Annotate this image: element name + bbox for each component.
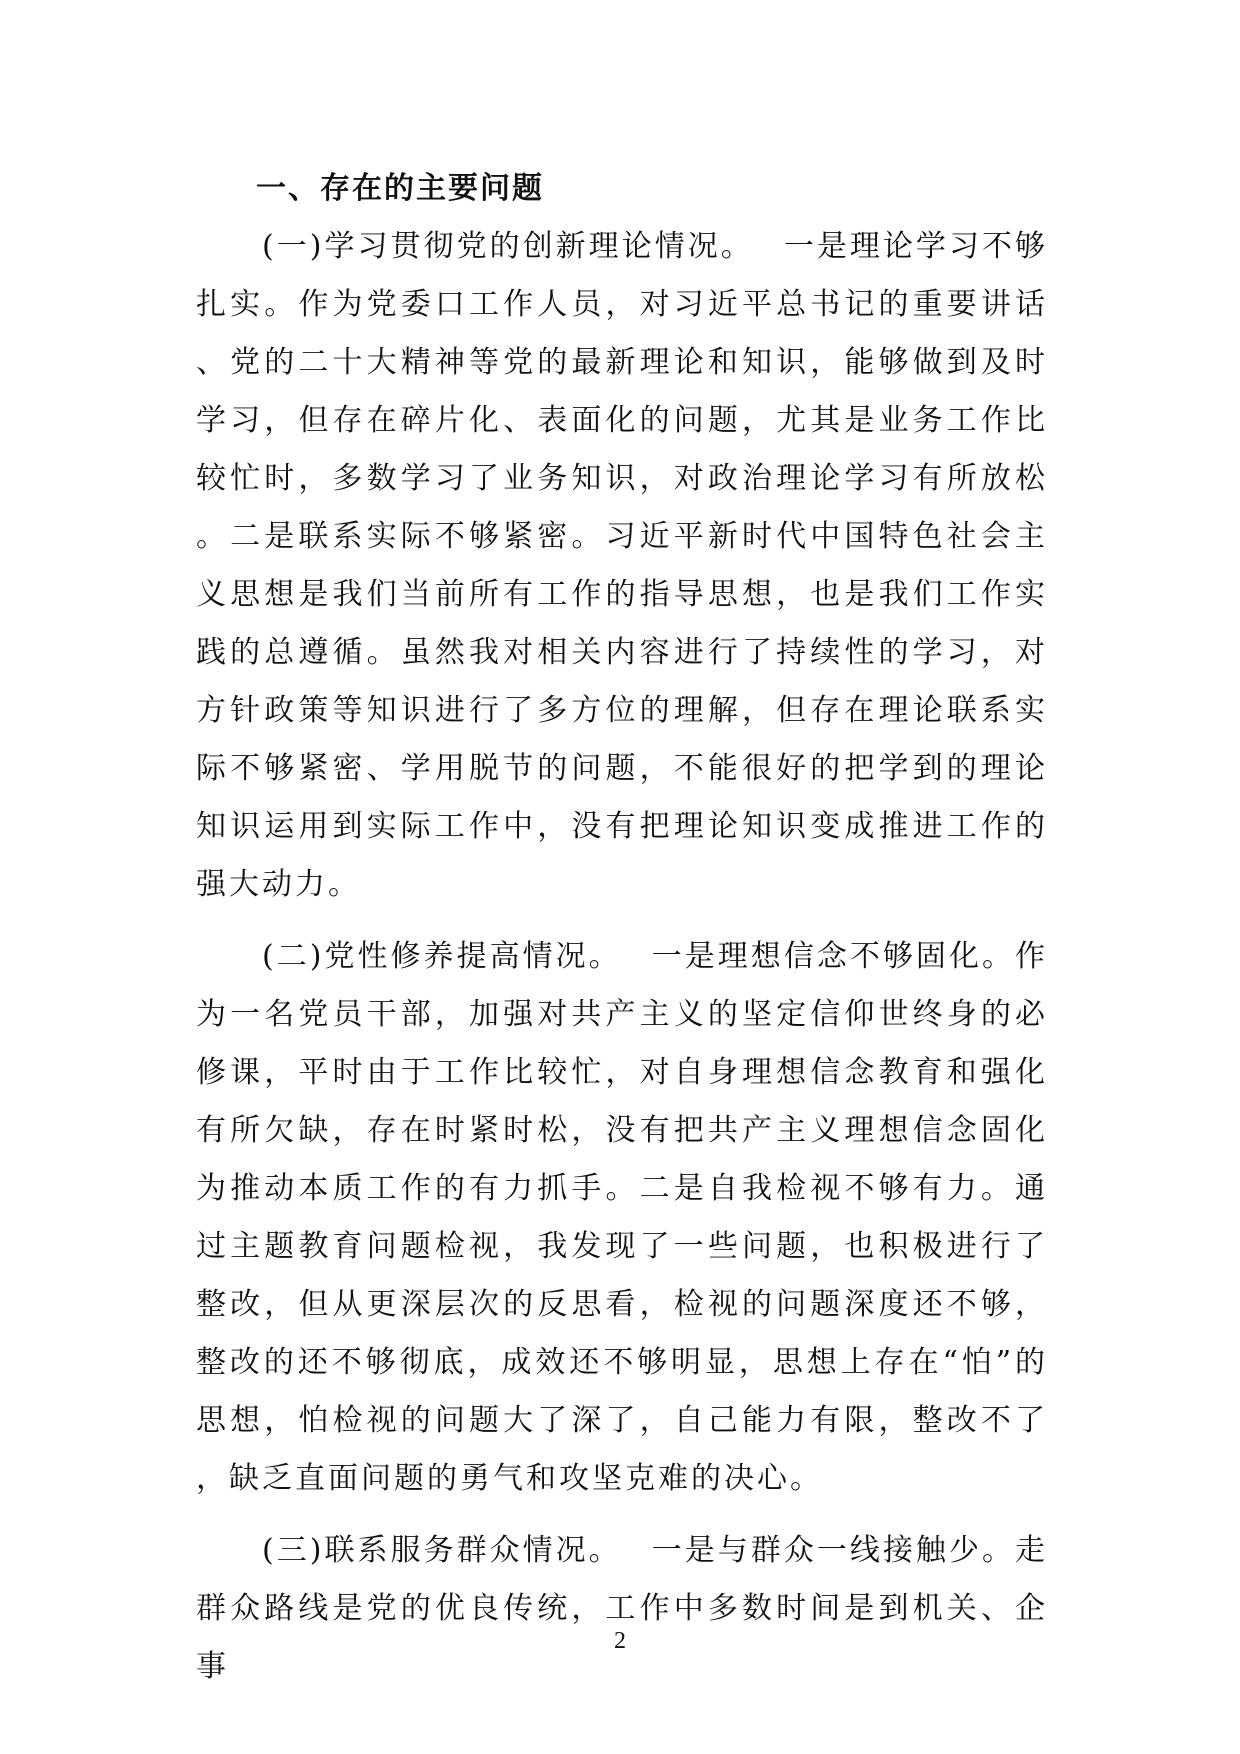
paragraph-body: 一是与群众一线接触少。走群众路线是党的优良传统，工作中多数时间是到机关、企事 (196, 1533, 1048, 1684)
paragraph-lead: (三)联系服务群众情况。 (262, 1533, 622, 1568)
paragraph-serving-masses (196, 1522, 1048, 1696)
page-number: 2 (614, 1628, 626, 1654)
paragraph-theory-study (196, 218, 1048, 914)
paragraph-body: 一是理想信念不够固化。作为一名党员干部，加强对共产主义的坚定信仰世终身的必修课，平时由于工作比较忙，对自身理想信念教育和强化有所欠缺，存在时紧时松，没有把共产主义理想信念固化为推动本质工作的有力抓手。二是自我检视不够有力。通过主题教育问题检视，我发现了一些问题，也积极进行了整改，但从更深层次的反思看，检视的问题深度还不够，整改的还不够彻底，成效还不够明显，思想上存在“怕”的思想，怕检视的问题大了深了，自己能力有限，整改不了，缺乏直面问题的勇气和攻坚克难的决心。 (196, 939, 1048, 1496)
paragraph-lead: (一)学习贯彻党的创新理论情况。 (262, 229, 754, 264)
document-body (196, 160, 1048, 1696)
paragraph-party-spirit (196, 928, 1048, 1508)
paragraph-lead: (二)党性修养提高情况。 (262, 939, 622, 974)
section-heading: 一、存在的主要问题 (256, 171, 544, 206)
paragraph-body: 一是理论学习不够扎实。作为党委口工作人员，对习近平总书记的重要讲话、党的二十大精神等党的最新理论和知识，能够做到及时学习，但存在碎片化、表面化的问题，尤其是业务工作比较忙时，多数学习了业务知识，对政治理论学习有所放松。二是联系实际不够紧密。习近平新时代中国特色社会主义思想是我们当前所有工作的指导思想，也是我们工作实践的总遵循。虽然我对相关内容进行了持续性的学习，对方针政策等知识进行了多方位的理解，但存在理论联系实际不够紧密、学用脱节的问题，不能很好的把学到的理论知识运用到实际工作中，没有把理论知识变成推进工作的强大动力。 (196, 229, 1048, 902)
